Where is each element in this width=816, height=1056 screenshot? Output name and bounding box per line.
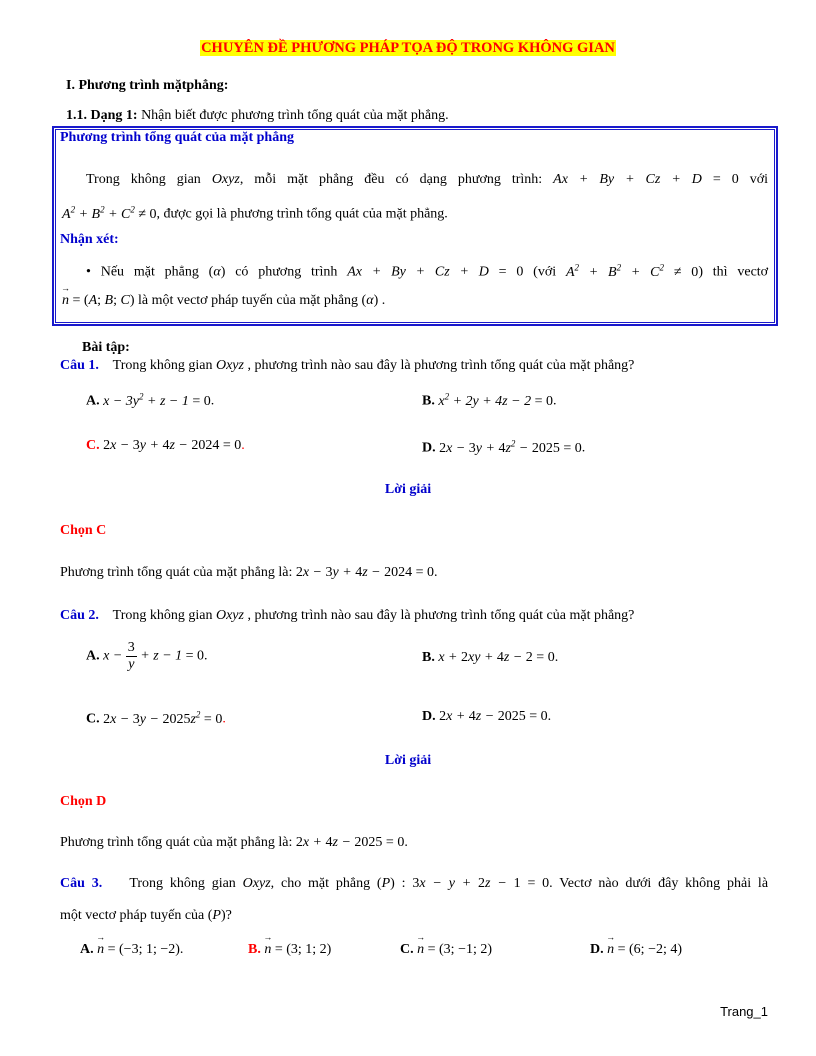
box-bullet-line: • Nếu mặt phẳng (α) có phương trình Ax + By + Cz + D = 0 (với $A^2 + B^2 + C^2 \ne 0$) thì vectơ (86, 262, 769, 280)
q1-option-c: C. 2x − 3y + 4z − 2024 = 0. (86, 438, 245, 453)
q3-option-c: C. → n = (3; −1; 2) (400, 942, 492, 958)
q1-answer: Chọn C (60, 523, 107, 538)
box-line-1: Trong không gian Oxyz, mỗi mặt phẳng đều có dạng phương trình: Ax + By + Cz + D = 0 với (86, 172, 769, 187)
q1-conclusion: Phương trình tổng quát của mặt phẳng là: 2x − 3y + 4z − 2024 = 0. (60, 565, 438, 580)
q3-option-b: B. → n = (3; 1; 2) (248, 942, 331, 958)
question-3-line-2: một vectơ pháp tuyến của (P)? (60, 908, 232, 923)
q1-option-d: D. $2x - 3y + 4z^2 - 2025 = 0$. (422, 438, 586, 456)
q2-conclusion: Phương trình tổng quát của mặt phẳng là: 2x + 4z − 2025 = 0. (60, 835, 408, 850)
question-2: Câu 2. Trong không gian Oxyz , phương trình nào sau đây là phương trình tổng quát của mặt phẳng? (60, 608, 635, 623)
q2-option-a: A. x − $\frac{3}{y}$ + z − 1 = 0. (86, 640, 208, 672)
question-3: Câu 3. Trong không gian Oxyz, cho mặt phẳng (P) : 3x − y + 2z − 1 = 0. Vectơ nào dưới đây không phải là (60, 876, 769, 891)
q2-answer: Chọn D (60, 794, 107, 809)
q3-option-d: D. → n = (6; −2; 4) (590, 942, 682, 958)
question-1: Câu 1. Trong không gian Oxyz , phương trình nào sau đây là phương trình tổng quát của mặt phẳng? (60, 358, 635, 373)
q3-option-a: A. → n = (−3; 1; −2). (80, 942, 183, 958)
box-line-4: → n = (A; B; C) là một vectơ pháp tuyến của mặt phẳng (α) . (62, 293, 385, 309)
q1-option-a: A. $x - 3y^2 + z - 1 = 0$. (86, 391, 215, 409)
exercises-label: Bài tập: (82, 340, 130, 355)
box-line-2: $A^2 + B^2 + C^2 \ne 0$, được gọi là phương trình tổng quát của mặt phẳng. (62, 204, 448, 222)
document-title: CHUYÊN ĐỀ PHƯƠNG PHÁP TỌA ĐỘ TRONG KHÔNG GIAN (201, 40, 615, 56)
q2-option-c: C. $2x - 3y - 2025z^2 = 0$. (86, 709, 226, 727)
q2-option-d: D. 2x + 4z − 2025 = 0. (422, 709, 552, 724)
subsection-heading: 1.1. Dạng 1: Nhận biết được phương trình tổng quát của mặt phẳng. (66, 108, 449, 123)
q2-solution-label: Lời giải (384, 753, 432, 768)
q2-option-b: B. x + 2xy + 4z − 2 = 0. (422, 650, 559, 665)
page-footer: Trang_1 (720, 1004, 768, 1019)
box-heading: Phương trình tổng quát của mặt phẳng (60, 130, 294, 145)
q1-solution-label: Lời giải (384, 482, 432, 497)
section-heading: I. Phương trình mặtphẳng: (66, 78, 229, 93)
q1-option-b: B. $x^2 + 2y + 4z - 2 = 0$. (422, 391, 557, 409)
remark-label: Nhận xét: (60, 232, 119, 247)
